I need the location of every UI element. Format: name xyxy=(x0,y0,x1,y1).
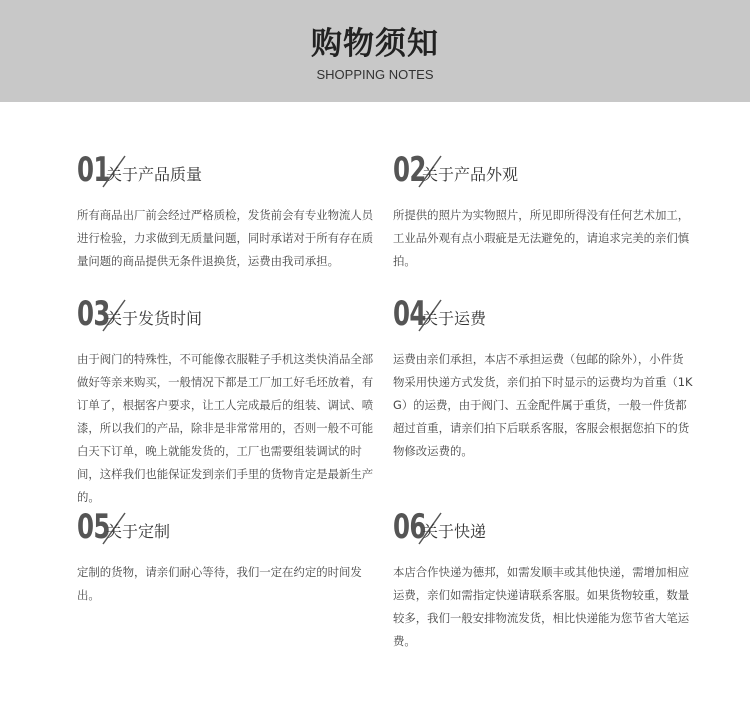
section-number: 06 xyxy=(393,507,426,547)
section-body: 本店合作快递为德邦，如需发顺丰或其他快递，需增加相应运费，亲们如需指定快递请联系客服。如果货物较重，数量较多，我们一般安排物流发货，相比快递能为您节省大笔运费。 xyxy=(393,565,690,648)
section-title: 关于产品外观 xyxy=(422,165,519,184)
section-product-quality xyxy=(77,150,377,273)
section-courier xyxy=(393,507,693,653)
section-body: 运费由亲们承担，本店不承担运费（包邮的除外），小件货物采用快递方式发货，亲们拍下时显示的运费均为首重（1KG）的运费，由于阀门、五金配件属于重货，一般一件货都超过首重，请亲们拍下后联系客服，客服会根据您拍下的货物修改运费的。 xyxy=(393,352,693,458)
section-title: 关于快递 xyxy=(422,522,487,541)
section-body: 所有商品出厂前会经过严格质检，发货前会有专业物流人员进行检验，力求做到无质量问题，同时承诺对于所有存在质量问题的商品提供无条件退换货，运费由我司承担。 xyxy=(77,208,374,268)
section-heading xyxy=(393,507,693,547)
section-body: 定制的货物，请亲们耐心等待，我们一定在约定的时间发出。 xyxy=(77,565,362,602)
section-heading xyxy=(77,507,377,547)
section-number: 05 xyxy=(77,507,110,547)
section-title: 关于发货时间 xyxy=(106,309,203,328)
page-title: 购物须知 xyxy=(311,26,439,62)
section-title: 关于运费 xyxy=(422,309,487,328)
section-heading xyxy=(77,294,377,334)
section-shipping-fee xyxy=(393,294,693,463)
page-subtitle: SHOPPING NOTES xyxy=(316,67,434,82)
header-banner xyxy=(0,0,750,102)
section-product-appearance xyxy=(393,150,693,273)
section-heading xyxy=(393,150,693,190)
section-number: 01 xyxy=(77,150,110,190)
section-number: 03 xyxy=(77,294,110,334)
section-title: 关于定制 xyxy=(106,522,171,541)
section-number: 04 xyxy=(393,294,426,334)
section-title: 关于产品质量 xyxy=(106,165,203,184)
section-body: 由于阀门的特殊性，不可能像衣服鞋子手机这类快消品全部做好等亲来购买，一般情况下都是工厂加工好毛坯放着，有订单了，根据客户要求，让工人完成最后的组装、调试、喷漆，所以我们的产品，除非是非常常用的，否则一般不可能白天下订单，晚上就能发货的，工厂也需要组装调试的时间，这样我们也能保证发到亲们手里的货物肯定是最新生产的。 xyxy=(77,352,374,504)
section-shipping-time xyxy=(77,294,377,509)
section-heading xyxy=(393,294,693,334)
section-heading xyxy=(77,150,377,190)
section-body: 所提供的照片为实物照片，所见即所得没有任何艺术加工，工业品外观有点小瑕疵是无法避免的，请追求完美的亲们慎拍。 xyxy=(393,208,690,268)
section-customization xyxy=(77,507,377,607)
section-number: 02 xyxy=(393,150,426,190)
